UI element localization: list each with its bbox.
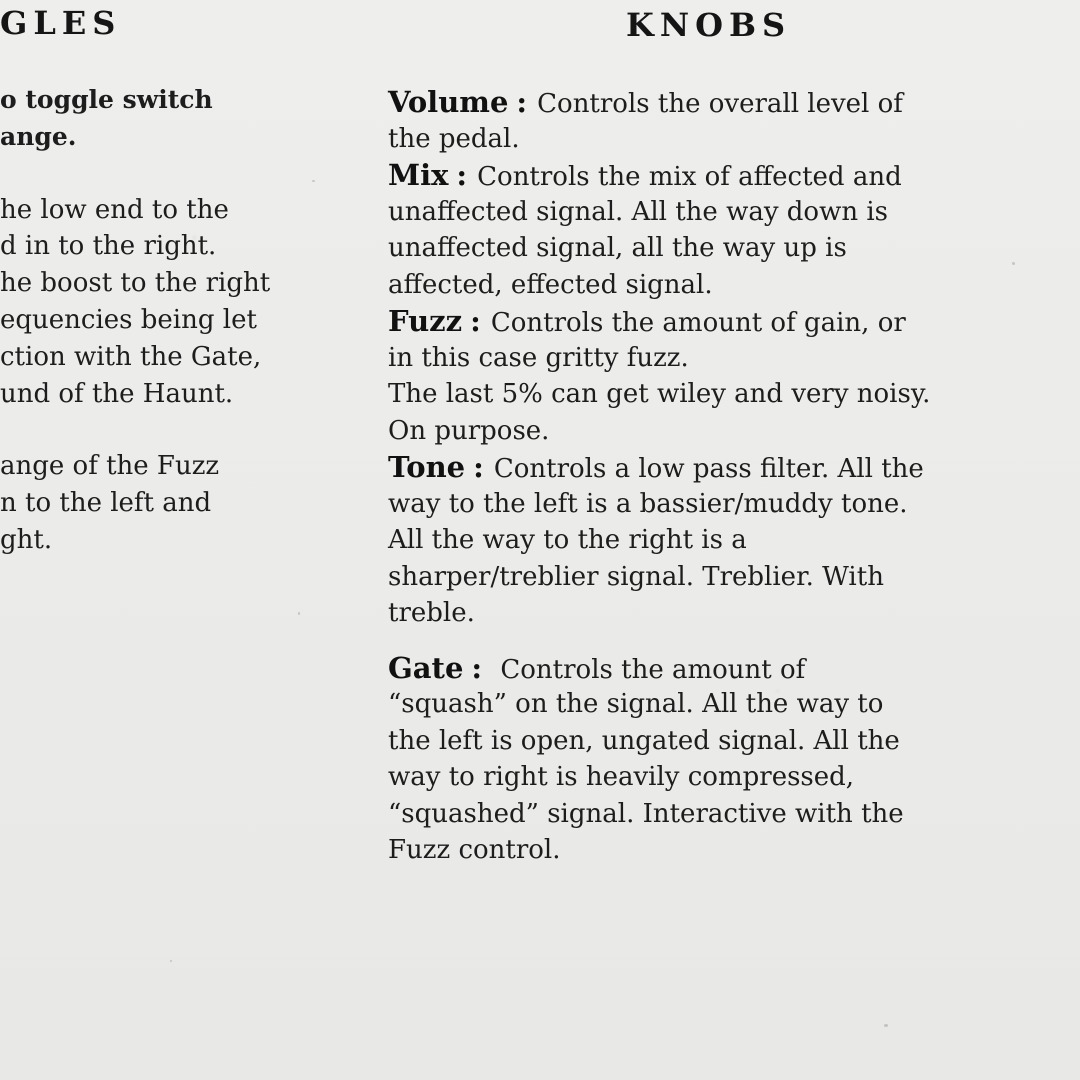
knob-description-text: way to right is heavily compressed, <box>388 762 855 792</box>
knob-description-text: Fuzz control. <box>388 835 561 865</box>
knob-name-separator: : <box>471 650 483 685</box>
knob-description-line <box>388 486 1068 523</box>
knob-description-line <box>388 121 1068 158</box>
knob-description-text: Controls the mix of affected and <box>477 162 902 192</box>
knob-description-line <box>388 832 1068 869</box>
knob-description-line <box>388 449 1068 486</box>
toggles-text-line: d in to the right. <box>0 231 217 262</box>
knob-description-text: The last 5% can get wiley and very noisy. <box>388 379 931 409</box>
knob-name-fuzz: Fuzz <box>388 304 463 338</box>
knob-entry-fuzz <box>388 303 1068 449</box>
knob-description-text: Controls a low pass filter. All the <box>493 454 924 484</box>
paper-speck <box>884 1024 888 1027</box>
knob-description-text: in this case gritty fuzz. <box>388 342 689 373</box>
knob-description-text: unaffected signal, all the way up is <box>388 233 847 263</box>
knob-entry-volume <box>388 84 1068 157</box>
knob-description-line <box>388 84 1068 121</box>
knob-description-text: On purpose. <box>388 415 550 446</box>
knob-description-line <box>388 759 1068 796</box>
knob-description-line <box>388 413 1068 450</box>
toggles-text-line: n to the left and <box>0 488 212 519</box>
knob-description-text: “squashed” signal. Interactive with the <box>388 798 904 829</box>
knob-description-text: way to the left is a bassier/muddy tone. <box>388 488 908 519</box>
toggles-intro-line: o toggle switch <box>0 85 213 114</box>
knob-name-gate: Gate <box>388 650 464 685</box>
knob-name-separator: : <box>470 304 481 338</box>
toggles-text-line: ange of the Fuzz <box>0 451 220 482</box>
toggles-text-line: equencies being let <box>0 304 257 335</box>
knob-description-text: “squash” on the signal. All the way to <box>388 689 884 719</box>
knob-description-line <box>388 595 1068 632</box>
knob-description-text: Controls the amount of <box>492 654 806 685</box>
knob-description-text: the pedal. <box>388 123 520 154</box>
knob-description-text: affected, effected signal. <box>388 269 713 300</box>
knob-description-line <box>388 194 1068 231</box>
knob-description-text: treble. <box>388 598 475 628</box>
knob-name-mix: Mix <box>388 158 449 192</box>
knob-description-line <box>388 686 1068 723</box>
knob-name-separator: : <box>473 450 484 484</box>
toggles-heading: GLES <box>0 4 122 42</box>
knob-description-line <box>388 230 1068 267</box>
toggles-text-line: und of the Haunt. <box>0 378 234 409</box>
knob-name-tone: Tone <box>388 450 466 484</box>
knob-description-line <box>388 340 1068 377</box>
paper-speck <box>312 180 315 182</box>
knobs-description <box>388 84 1068 869</box>
knob-description-text: Controls the amount of gain, or <box>490 308 906 338</box>
knob-description-line <box>388 267 1068 304</box>
knob-description-text: sharper/treblier signal. Treblier. With <box>388 561 884 592</box>
knob-description-text: Controls the overall level of <box>537 89 903 119</box>
knob-description-line <box>388 376 1068 413</box>
knob-description-line <box>388 723 1068 760</box>
toggles-intro-line: ange. <box>0 121 77 151</box>
knob-description-line <box>388 303 1068 340</box>
knob-entry-mix <box>388 157 1068 303</box>
knob-description-line <box>388 522 1068 559</box>
toggles-text-line: he low end to the <box>0 194 229 225</box>
knob-entry-gate <box>388 650 1068 869</box>
toggles-text-line: ght. <box>0 524 53 555</box>
knobs-heading: KNOBS <box>626 6 792 44</box>
toggles-text-line: he boost to the right <box>0 268 271 299</box>
paper-speck <box>298 612 300 615</box>
knob-description-line <box>388 650 1068 687</box>
paragraph-gap <box>0 156 360 192</box>
knob-description-line <box>388 796 1068 833</box>
knob-description-line <box>388 559 1068 596</box>
knob-name-volume: Volume <box>388 85 509 119</box>
paper-speck <box>170 960 172 962</box>
toggles-description <box>0 82 360 559</box>
knob-description-text: unaffected signal. All the way down is <box>388 196 888 227</box>
knob-entry-tone <box>388 449 1068 632</box>
knob-description-text: All the way to the right is a <box>388 525 747 555</box>
knob-description-text: the left is open, ungated signal. All the <box>388 725 900 756</box>
paragraph-gap <box>0 412 360 448</box>
knob-name-separator: : <box>516 85 528 119</box>
paper-speck <box>1012 262 1015 265</box>
toggles-text-line: ction with the Gate, <box>0 341 262 372</box>
knob-description-line <box>388 157 1068 194</box>
knob-name-separator: : <box>456 158 468 192</box>
